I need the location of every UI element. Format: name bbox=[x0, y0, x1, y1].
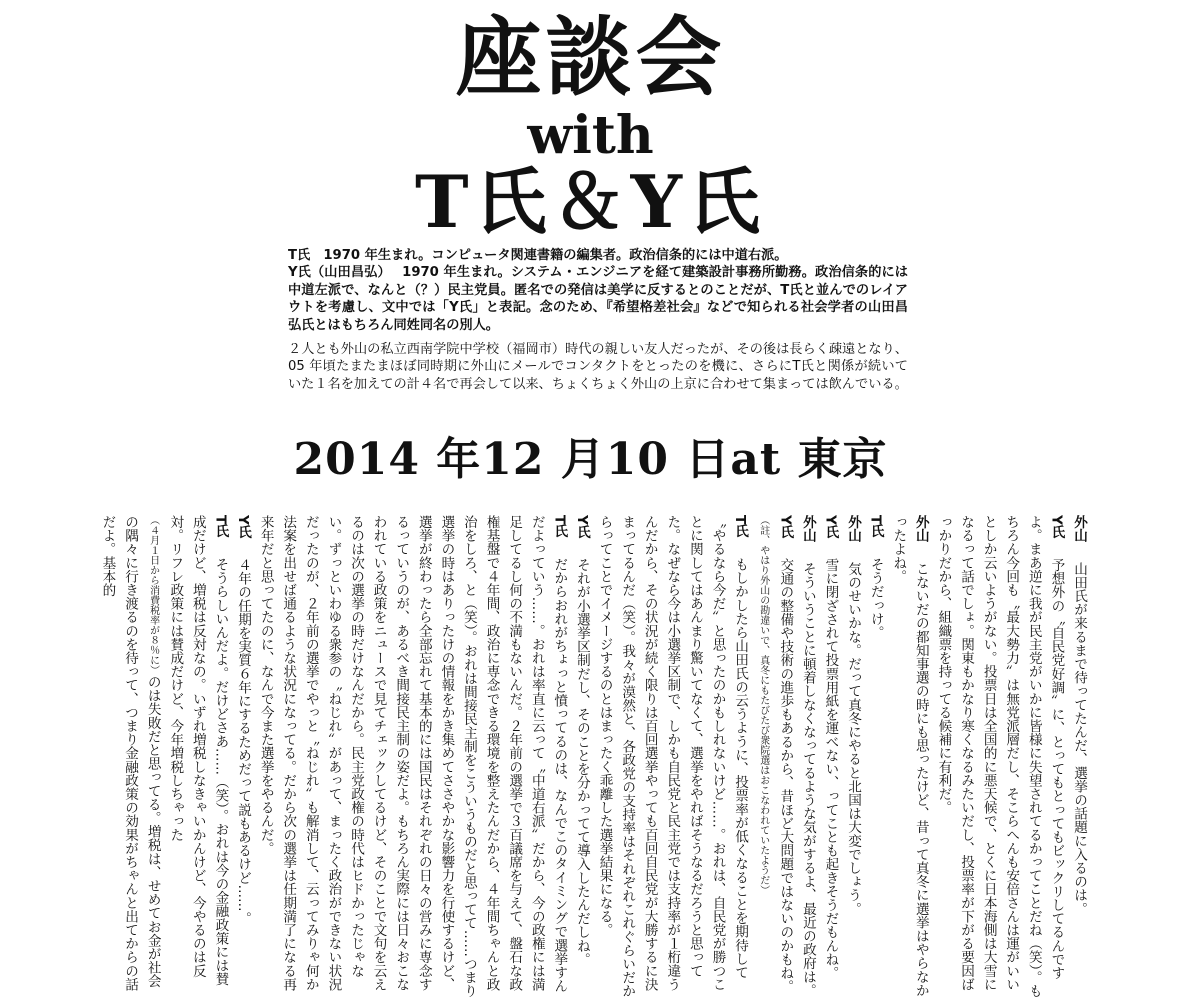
dialogue-body bbox=[6, 515, 1090, 999]
speaker-label: T氏 bbox=[732, 515, 749, 538]
participant-profiles bbox=[288, 247, 908, 334]
utterance: もしかしたら山田氏の云うように、投票率が低くなることを期待して〝やるなら今だ〟と思ったのかもしれないけど……。おれは、自民党が勝つことに関してはあんまり驚いてなくて、選挙をやればそうなるだろうと思ってた。なぜなら今は小選挙区制で、しかも自民党と民主党では支持率が１桁違うんだから、その状況が続く限りは百回選挙やっても百回自民党が大勝するに決まってるんだ（笑）。我々が漠然と、各政党の支持率はそれぞれこれぐらいだからってことでイメージするのとはまったく乖離した選挙結果になる。 bbox=[596, 515, 749, 998]
dialogue-line bbox=[841, 515, 864, 999]
intro-background bbox=[288, 341, 908, 393]
utterance: 気のせいかな。だって真冬にやると北国は大変でしょう。 bbox=[845, 561, 862, 916]
speaker-label: T氏 bbox=[212, 515, 229, 538]
speaker-label: Y氏 bbox=[235, 515, 252, 539]
utterance: 交通の整備や技術の進歩もあるから、昔ほど大問題ではないのかもね。 bbox=[777, 558, 794, 994]
utterance: こないだの都知事選の時にも思ったけど、昔って真冬に選挙はやらなかったよね。 bbox=[890, 515, 929, 998]
dialogue-line bbox=[796, 515, 819, 999]
dialogue-line bbox=[96, 515, 232, 999]
dialogue-line bbox=[932, 515, 1068, 999]
speaker-label: T氏 bbox=[867, 515, 884, 538]
speaker-label: 外山 bbox=[912, 515, 929, 543]
utterance: そうらしいんだよ。だけどさあ……（笑）。おれは今の金融政策には賛成だけど、増税は反対なの。いずれ増税しなきゃいかんけど、今やるのは反対。リフレ政策には賛成だけど、今年増税しちゃった bbox=[167, 515, 229, 986]
dialogue-line bbox=[1067, 515, 1090, 999]
dialogue-line bbox=[864, 515, 887, 999]
background-text: ２人とも外山の私立西南学院中学校（福岡市）時代の親しい友人だったが、その後は長らく疎遠となり、05 年頃たまたまほぼ同時期に外山にメールでコンタクトをとったのを機に、さらにT氏と関係が続いていた１名を加えての計４名で再会して以来、ちょくちょく外山の上京に合わせて集まっては飲んでいる。 bbox=[288, 342, 908, 392]
utterance: それが小選挙区制だし、そのことを分かってて導入したんだしね。 bbox=[573, 558, 590, 967]
speaker-label: Y氏 bbox=[777, 515, 794, 539]
title-with: with bbox=[527, 105, 654, 166]
utterance: 予想外の〝自民党好調〟に、とってもとってもビックリしてるんですよ。まあ逆に我が民主党がいかに皆様に失望されてるかってことだね（笑）。もちろん今回も〝最大勢力〟は無党派層だし、そこらへんも安倍さんは運がいいとしか云いようがない。投票日は全国的に悪天候で、とくに日本海側は大雪になるって話でしょ。関東もかなり寒くなるみたいだし、投票率が下がる要因ばっかりだから、組織票を持ってる候補に有利だ。 bbox=[935, 515, 1065, 998]
dialogue-line bbox=[887, 515, 932, 999]
utterance: ４年の任期を実質６年にするためだって説もあるけど……。 bbox=[235, 558, 252, 926]
dialogue-line bbox=[819, 515, 842, 999]
dialogue-line bbox=[593, 515, 751, 999]
date-heading: 2014 年12 月10 日at 東京 bbox=[293, 434, 888, 485]
y-profile: Y氏（山田昌弘） 1970 年生まれ。システム・エンジニアを経て建築設計事務所勤務。政治信条的には中道左派で、なんと（？）民主党員。匿名での発信は美学に反するとのことだが、T氏と並んでのレイアウトを考慮し、文中では「Y氏」と表記。念のため、『希望格差社会』などで知られる社会学者の山田昌弘氏とはもちろん同姓同名の別人。 bbox=[288, 265, 908, 333]
utterance: 山田氏が来るまで待ってたんだ、選挙の話題に入るのは。 bbox=[1071, 561, 1087, 916]
dialogue-line bbox=[254, 515, 570, 999]
speaker-label: 外山 bbox=[845, 515, 862, 543]
speaker-label: Y氏 bbox=[822, 515, 839, 539]
utterance-continued: のは失敗だと思ってる。増税は、せめてお金が社会の隅々に行き渡るのを待って、つまり金融政策の効果がちゃんと出てからの話だよ。基本的 bbox=[99, 515, 161, 991]
editor-note: （註、やはり外山の勘違いで、真冬にもたびたび衆院選はおこなわれていたようだ） bbox=[757, 515, 769, 895]
speaker-label: T氏 bbox=[551, 515, 568, 538]
dialogue-line bbox=[231, 515, 254, 999]
speaker-label: 外山 bbox=[799, 515, 816, 543]
inline-note: （４月１日から消費税率が８％に） bbox=[147, 515, 159, 675]
speaker-label: 外山 bbox=[1071, 515, 1087, 543]
utterance: 雪に閉ざされて投票用紙を運べない、ってことも起きそうだもんね。 bbox=[822, 558, 839, 980]
dialogue-line bbox=[774, 515, 797, 999]
t-profile: T氏 1970 年生まれ。コンピュータ関連書籍の編集者。政治信条的には中道右派。 bbox=[288, 248, 788, 263]
speaker-label: Y氏 bbox=[1048, 515, 1065, 539]
utterance: だからおれがちょっと憤ってるのは、なんでこのタイミングで選挙すんだよっていう……。おれは率直に云って〝中道右派〟だから、今の政権には満足してるし何の不満もないんだ。２年前の選挙で３百議席を与えて、盤石な政権基盤で４年間、政治に専念できる環境を整えたんだから、４年間ちゃんと政治をしろ、と（笑）。おれは間接民主制をこういうものだと思ってて……つまり選挙の時はありったけの情報をかき集めてささやかな影響力を行使するけど、選挙が終わったら全部忘れて基本的には国民はそれぞれの日々の営みに専念するっていうのが、あるべき間接民主制の姿だよ。もちろん実際には日々おこなわれている政策をニュースで見てチェックしてるけど、そのことで文句を云えるのは次の選挙の時だけなんだから。民主党政権の時代はヒドかったじゃない。ずっといわゆる衆参の〝ねじれ〟があって、まったく政治ができない状況だったのが、２年前の選挙でやっと〝ねじれ〟も解消して、云ってみりゃ何か法案を出せば通るような状況になってる。だから次の選挙は任期満了になる再来年だと思ってたのに、なんで今また選挙をやるんだ。 bbox=[257, 515, 568, 998]
speaker-label: Y氏 bbox=[573, 515, 590, 539]
utterance: そういうことに頓着しなくなってるような気がするよ、最近の政府は。 bbox=[799, 561, 816, 998]
title-participants: T氏＆Y氏 bbox=[415, 159, 766, 244]
dialogue-line bbox=[570, 515, 593, 999]
page-title: 座談会 bbox=[455, 7, 726, 108]
utterance: そうだっけ。 bbox=[867, 557, 884, 640]
